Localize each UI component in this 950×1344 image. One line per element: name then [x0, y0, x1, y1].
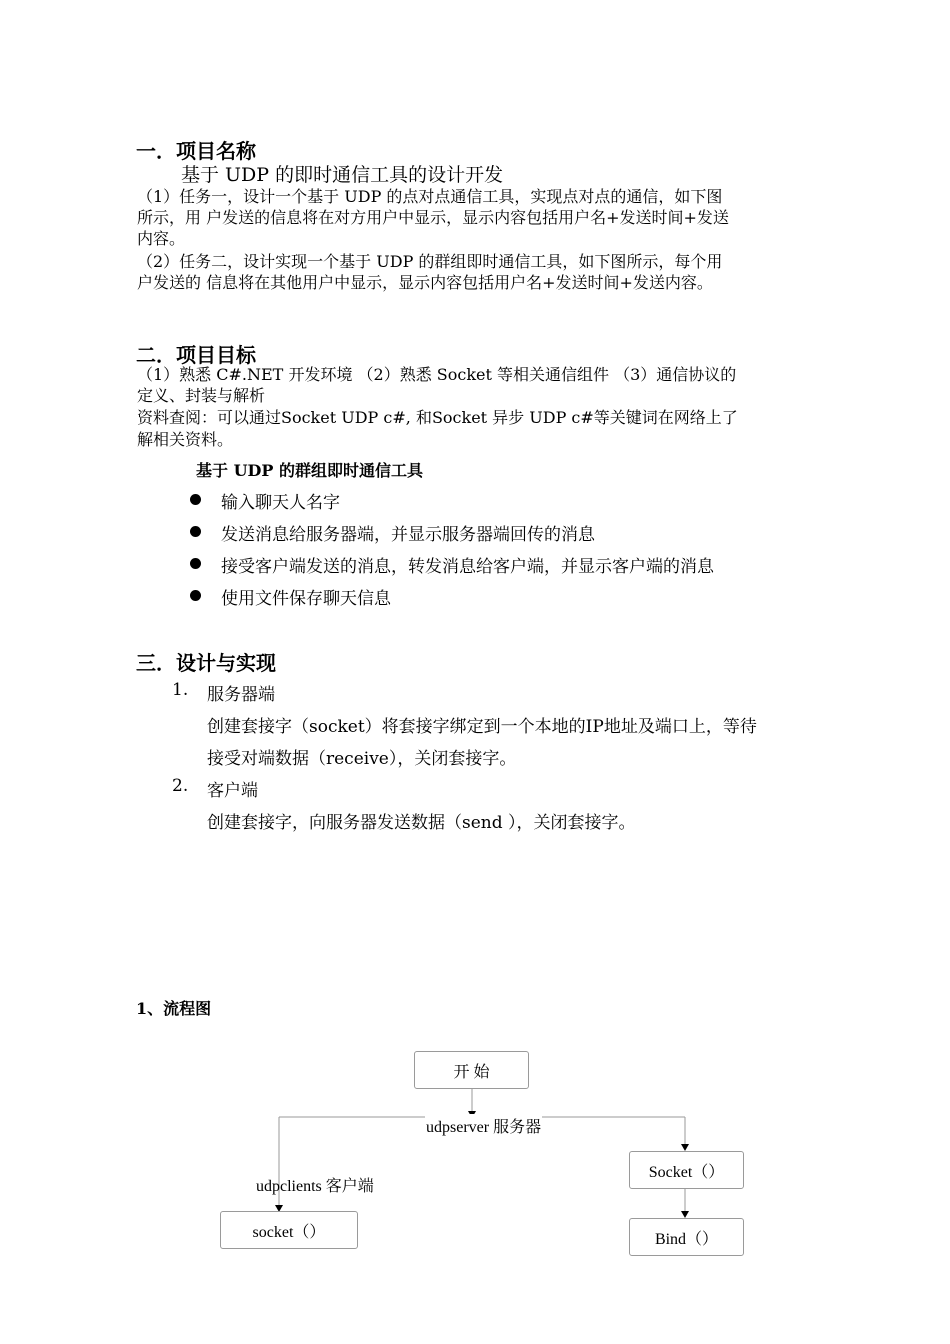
client-label: udpclients 客户端 — [256, 1178, 374, 1195]
task1-line-3: 内容。 — [137, 229, 186, 248]
goal-line-1: （1）熟悉 C#.NET 开发环境 （2）熟悉 Socket 等相关通信组件 （3）通信协议的 — [137, 365, 737, 384]
task2-line-2: 户发送的 信息将在其他用户中显示，显示内容包括用户名+发送时间+发送内容。 — [137, 273, 713, 292]
item-2-title: 客户端 — [207, 781, 258, 801]
section1-heading: 一．项目名称 — [136, 139, 256, 163]
item-2-number: 2. — [172, 776, 189, 796]
bullet-item-2: 发送消息给服务器端，并显示服务器端回传的消息 — [221, 525, 595, 545]
tool-title: 基于 UDP 的群组即时通信工具 — [196, 461, 424, 480]
section3-heading: 三．设计与实现 — [136, 651, 276, 675]
item-1-line-1: 创建套接字（socket）将套接字绑定到一个本地的IP地址及端口上，等待 — [207, 717, 757, 737]
flow-start-box — [414, 1051, 529, 1089]
server-bind-box — [629, 1218, 744, 1256]
flowchart-heading: 1、流程图 — [136, 999, 212, 1018]
bullet-item-4: 使用文件保存聊天信息 — [221, 589, 391, 609]
project-name: 基于 UDP 的即时通信工具的设计开发 — [181, 164, 504, 186]
bullet-item-3: 接受客户端发送的消息，转发消息给客户端，并显示客户端的消息 — [221, 557, 714, 577]
client-socket-label: socket（） — [252, 1223, 326, 1241]
task1-line-2: 所示，用 户发送的信息将在对方用户中显示，显示内容包括用户名+发送时间+发送 — [137, 208, 729, 227]
client-socket-box — [220, 1211, 358, 1249]
section2-heading: 二．项目目标 — [136, 343, 256, 367]
server-socket-label: Socket（） — [648, 1163, 725, 1181]
bullet-item-1: 输入聊天人名字 — [221, 493, 340, 513]
item-1-title: 服务器端 — [207, 685, 275, 705]
flow-start-label: 开 始 — [453, 1063, 490, 1081]
server-bind-label: Bind（） — [654, 1230, 719, 1248]
task2-line-1: （2）任务二，设计实现一个基于 UDP 的群组即时通信工具，如下图所示，每个用 — [137, 252, 723, 271]
task1-line-1: （1）任务一，设计一个基于 UDP 的点对点通信工具，实现点对点的通信，如下图 — [137, 187, 723, 206]
ref-line-2: 解相关资料。 — [137, 430, 234, 449]
server-label: udpserver 服务器 — [425, 1114, 542, 1137]
arrowhead — [681, 1211, 689, 1218]
arrowhead — [681, 1144, 689, 1151]
item-2-line-1: 创建套接字，向服务器发送数据（send ），关闭套接字。 — [207, 813, 636, 833]
ref-line-1: 资料查阅：可以通过Socket UDP c#, 和Socket 异步 UDP c#等关键词在网络上了 — [137, 408, 738, 427]
item-1-number: 1. — [172, 680, 189, 700]
goal-line-2: 定义、封装与解析 — [137, 386, 266, 405]
item-1-line-2: 接受对端数据（receive），关闭套接字。 — [207, 749, 517, 769]
server-socket-box — [629, 1151, 744, 1189]
